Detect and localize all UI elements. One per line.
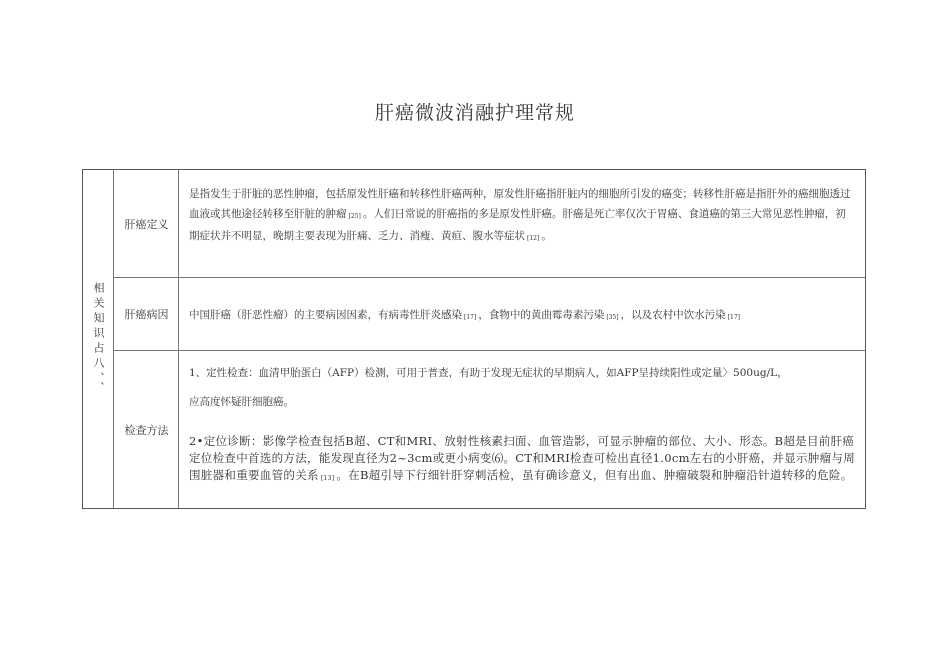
definition-text-b: 。人们日常说的肝癌指的多是原发性肝癌。肝癌是死亡率仅次于胃癌、食道癌的第三大常见恶性肿瘤，初期症状并不明显，晚期主要表现为肝痛、乏力、消瘦、黄疸、腹水等症状: [189, 208, 846, 242]
citation-ref: [35]: [606, 313, 619, 321]
cause-content: [179, 278, 865, 350]
citation-ref: [17]: [464, 313, 477, 321]
definition-content: [179, 184, 865, 248]
cause-text-a: 中国肝癌（肝恶性瘤）的主要病因因素，有病毒性肝炎感染: [189, 308, 462, 321]
page-title: 肝癌微波消融护理常规: [374, 102, 575, 124]
exam-para1-line1: 1、定性检查：血清甲胎蛋白（AFP）检测，可用于普查，有助于发现无症状的早期病人，如AFP呈持续阳性或定量〉500ug/L，: [189, 367, 788, 379]
citation-ref: [13]: [320, 475, 335, 482]
side-label: 相关知识占八、、: [92, 281, 105, 397]
row-label-cause: 肝癌病因: [124, 308, 169, 321]
definition-text-c: 。: [541, 230, 552, 242]
examination-localization: [179, 433, 865, 486]
citation-ref: [17]: [727, 313, 740, 321]
row-label-examination: 检查方法: [124, 423, 169, 437]
row-label-definition: 肝癌定义: [124, 217, 169, 231]
row-divider: [113, 350, 865, 351]
cause-text-c: ，以及农村中饮水污染: [620, 308, 726, 321]
exam-para2-text-a: 2•定位诊断：影像学检查包括B超、CT和MRI、放射性核素扫面、血管造影，可显示肿瘤的部位、大小、形态。B超是目前肝癌定位检查中首选的方法，能发现直径为2~3cm或更小病变⑹。CT和MRI检查可检出直径1.0cm左右的小肝癌，并显示肿瘤与周围脏器和重要血管的关系: [189, 434, 855, 482]
examination-qualitative: [179, 364, 865, 412]
exam-para2-text-b: 。在B超引导下行细针肝穿刺活检，虽有确诊意义，但有出血、肿瘤破裂和肿瘤沿针道转移的危险。: [336, 468, 853, 482]
cause-text-b: ，食物中的黄曲霉毒素污染: [478, 308, 605, 321]
definition-text-a: 是指发生于肝脏的恶性肿瘤，包括原发性肝癌和转移性肝癌两种，原发性肝癌指肝脏内的细胞所引发的癌变；转移性肝癌是指肝外的癌细胞透过血液或其他途径转移至肝脏的肿瘤: [189, 188, 851, 220]
knowledge-table: [82, 169, 866, 509]
exam-para1-line2: 应高度怀疑肝细胞癌。: [189, 396, 294, 408]
citation-ref: [12]: [527, 235, 540, 242]
citation-ref: [25]: [348, 213, 361, 220]
side-label-cell: [83, 170, 113, 508]
